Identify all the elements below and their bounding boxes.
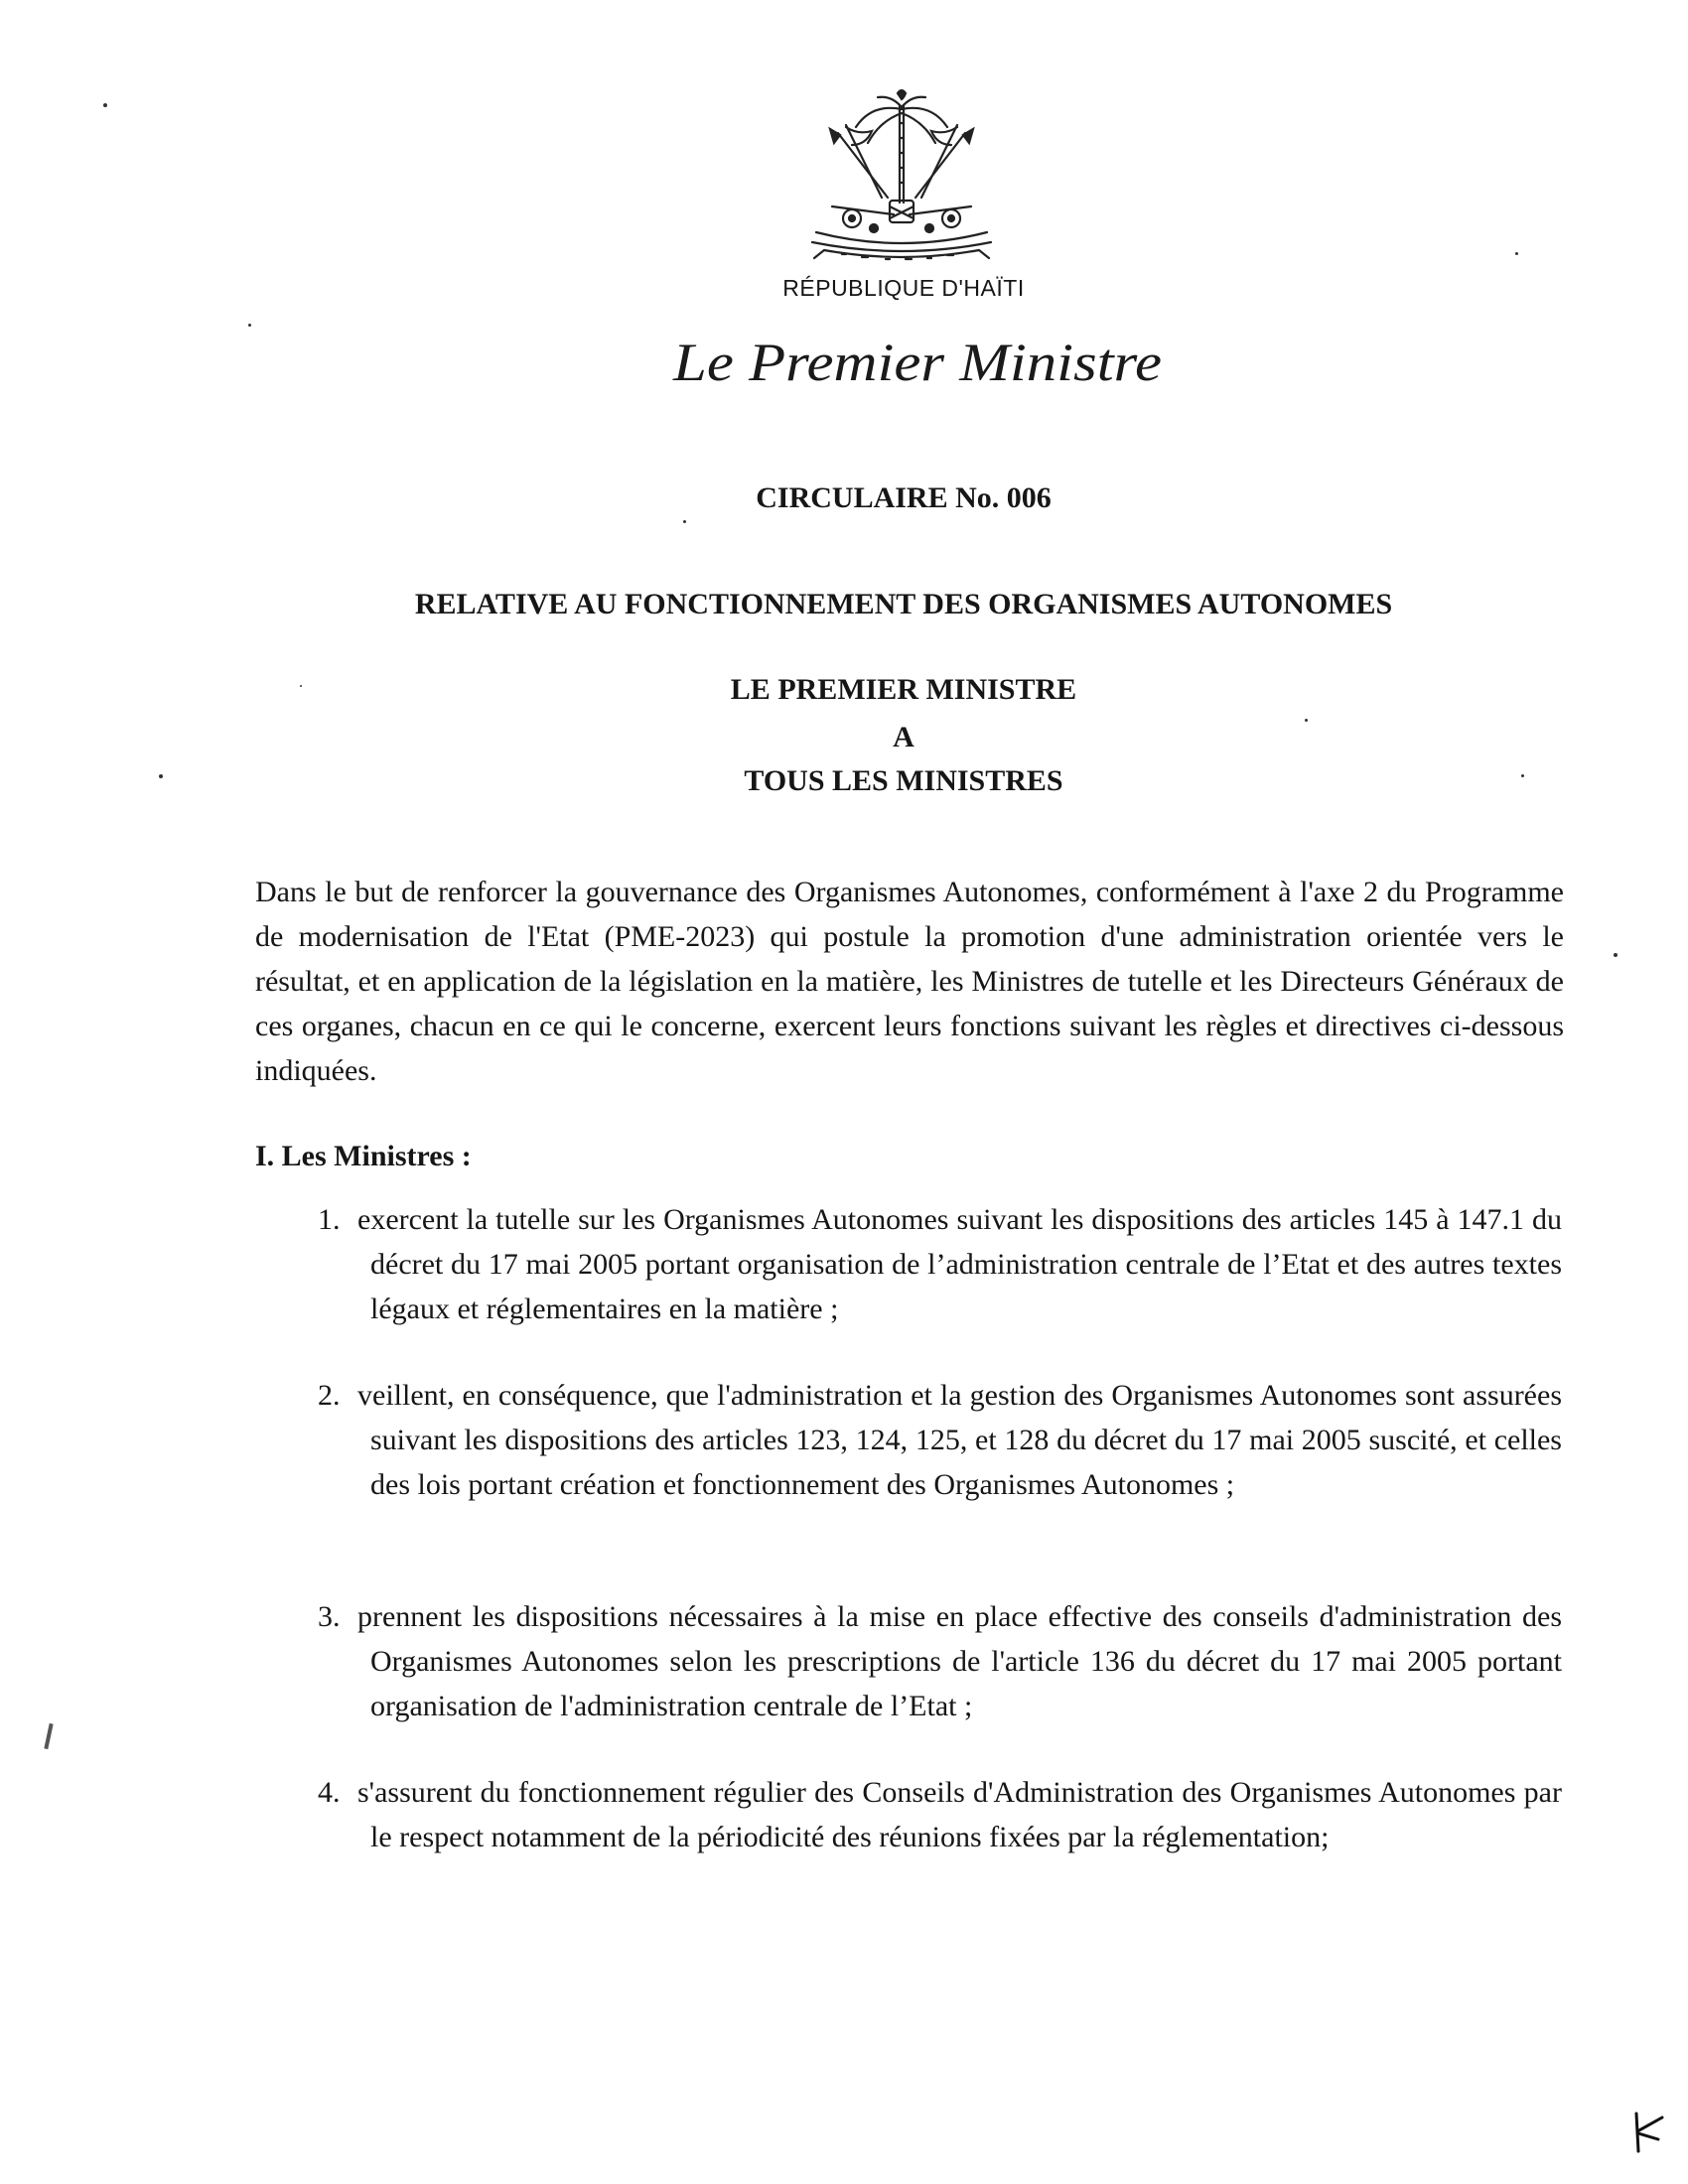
scan-speck [1305,719,1308,722]
list-item-text: s'assurent du fonctionnement régulier des Conseils d'Administration des Organismes Autonomes par le respect notamment de la périodicité des réunions fixées par la réglementation; [357,1776,1562,1853]
to-connector: A [893,721,914,753]
list-item-text: veillent, en conséquence, que l'administration et la gestion des Organismes Autonomes sont assurées suivant les dispositions des articles 123, 124, 125, et 128 du décret du 17 mai 2005 suscité, et celles des lois portant création et fonctionnement des Organismes Autonomes ; [357,1379,1562,1501]
scan-speck [683,520,686,523]
list-item-number: 1. [318,1203,341,1236]
haiti-coat-of-arms-icon [802,83,1001,268]
recipient-line: TOUS LES MINISTRES [744,764,1063,797]
scan-speck [300,685,302,687]
list-item-text: exercent la tutelle sur les Organismes Autonomes suivant les dispositions des articles 145 à 147.1 du décret du 17 mai 2005 portant organisation de l’administration centrale de l’Etat et des autres textes légaux et réglementaires en la matière ; [357,1203,1562,1325]
scan-speck [1515,252,1518,255]
handwritten-mark-icon [1628,2110,1670,2155]
intro-paragraph: Dans le but de renforcer la gouvernance des Organismes Autonomes, conformément à l'axe 2 du Programme de modernisation de l'Etat (PME-2023) qui postule la promotion d'une administration orientée vers le résultat, et en application de la législation en la matière, les Ministres de tutelle et les Directeurs Généraux de ces organes, chacun en ce qui le concerne, exercent leurs fonctions suivant les règles et directives ci-dessous indiquées. [255,876,1564,1087]
sender-line: LE PREMIER MINISTRE [730,673,1077,706]
section-title: I. Les Ministres : [255,1140,472,1172]
margin-mark [44,1723,53,1749]
list-item-number: 3. [318,1600,341,1633]
circular-number: CIRCULAIRE No. 006 [756,481,1052,514]
scan-speck [103,103,107,107]
list-item-text: prennent les dispositions nécessaires à la mise en place effective des conseils d'administration des Organismes Autonomes selon les prescriptions de l'article 136 du décret du 17 mai 2005 portant organisation de l'administration centrale de l’Etat ; [357,1600,1562,1722]
circular-subject: RELATIVE AU FONCTIONNEMENT DES ORGANISMES AUTONOMES [414,588,1393,620]
list-item [318,1197,1562,1331]
list-item [318,1770,1562,1859]
republic-name: RÉPUBLIQUE D'HAÏTI [782,275,1025,301]
scan-speck [1614,953,1618,957]
office-title-script [665,323,1172,402]
scan-speck [159,774,163,778]
svg-text:Le Premier Ministre: Le Premier Ministre [671,333,1162,392]
list-item-number: 2. [318,1379,341,1412]
list-item [318,1594,1562,1728]
list-item [318,1373,1562,1507]
scan-speck [1521,774,1524,777]
list-item-number: 4. [318,1776,341,1809]
scan-speck [248,324,251,327]
